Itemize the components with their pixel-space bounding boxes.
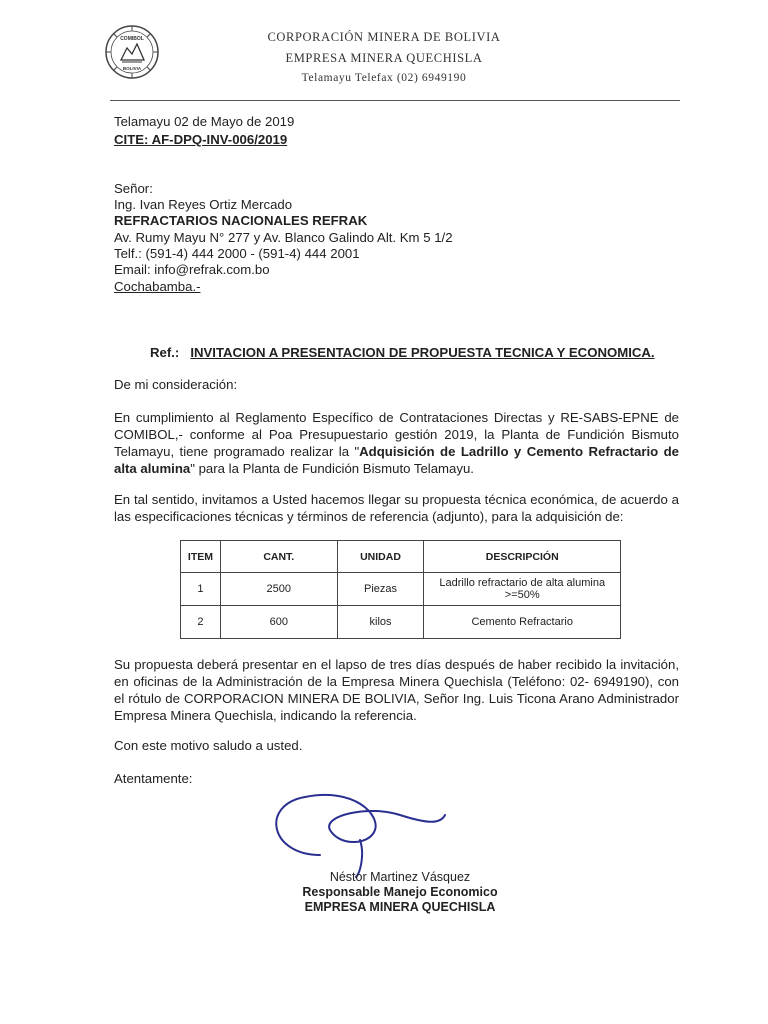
paragraph-1-text-b: " para la Planta de Fundición Bismuto Telamayu. bbox=[190, 461, 474, 476]
items-table bbox=[180, 540, 621, 639]
cite-reference: CITE: AF-DPQ-INV-006/2019 bbox=[114, 132, 288, 147]
recipient-city: Cochabamba.- bbox=[114, 279, 201, 294]
paragraph-1 bbox=[114, 409, 679, 477]
letterhead-line-2: EMPRESA MINERA QUECHISLA bbox=[285, 51, 483, 65]
date-line: Telamayu 02 de Mayo de 2019 bbox=[114, 114, 295, 129]
cell-cant: 2500 bbox=[220, 573, 337, 606]
closing-line: Con este motivo saludo a usted. bbox=[114, 738, 303, 753]
cell-item: 2 bbox=[181, 606, 221, 639]
signatory-name: Néstor Martinez Vásquez bbox=[329, 870, 471, 884]
greeting: De mi consideración: bbox=[114, 377, 238, 392]
paragraph-1-bold: Adquisición de Ladrillo y Cemento Refractario de alta alumina bbox=[114, 444, 679, 476]
table-row bbox=[181, 573, 621, 606]
table-header-row bbox=[181, 541, 621, 573]
header-item: ITEM bbox=[181, 541, 221, 573]
header-cant: CANT. bbox=[220, 541, 337, 573]
cell-descripcion: Ladrillo refractario de alta alumina >=50% bbox=[424, 573, 621, 606]
sign-off: Atentamente: bbox=[114, 771, 193, 786]
svg-text:COMIBOL: COMIBOL bbox=[120, 36, 144, 42]
header-unidad: UNIDAD bbox=[337, 541, 424, 573]
paragraph-2: En tal sentido, invitamos a Usted hacemos llegar su propuesta técnica económica, de acuerdo a las especificaciones técnicas y términos de referencia (adjunto), para la adquisición de: bbox=[114, 492, 679, 524]
header-divider bbox=[110, 100, 680, 101]
signatory-title: Responsable Manejo Economico bbox=[302, 885, 498, 899]
cell-cant: 600 bbox=[220, 606, 337, 639]
paragraph-3: Su propuesta deberá presentar en el lapso de tres días después de haber recibido la invitación, en oficinas de la Administración de la Empresa Minera Quechisla (Teléfono: 02- 6949190), con el rótulo de CORPORACION MINERA DE BOLIVIA, Señor Ing. Luis Ticona Arano Administrador Empresa Minera Quechisla, indicando la referencia. bbox=[114, 657, 679, 723]
signatory-organization: EMPRESA MINERA QUECHISLA bbox=[304, 900, 496, 914]
recipient-address: Av. Rumy Mayu N° 277 y Av. Blanco Galindo Alt. Km 5 1/2 bbox=[114, 230, 453, 245]
cell-item: 1 bbox=[181, 573, 221, 606]
recipient-salutation: Señor: bbox=[114, 181, 153, 196]
svg-text:BOLIVIA: BOLIVIA bbox=[122, 66, 142, 71]
cell-unidad: kilos bbox=[337, 606, 424, 639]
paragraph-1-text-a: En cumplimiento al Reglamento Específico de Contrataciones Directas y RE-SABS-EPNE de COMIBOL,- conforme al Poa Presupuestario gestión 2019, la Planta de Fundición Bismuto Telamayu, tiene programado realizar la " bbox=[114, 410, 679, 459]
recipient-phone: Telf.: (591-4) 444 2000 - (591-4) 444 2001 bbox=[114, 246, 360, 261]
recipient-email: Email: info@refrak.com.bo bbox=[114, 262, 270, 277]
cell-unidad: Piezas bbox=[337, 573, 424, 606]
letterhead-line-1: CORPORACIÓN MINERA DE BOLIVIA bbox=[267, 30, 501, 44]
cell-descripcion: Cemento Refractario bbox=[424, 606, 621, 639]
header-descripcion: DESCRIPCIÓN bbox=[424, 541, 621, 573]
recipient-company: REFRACTARIOS NACIONALES REFRAK bbox=[114, 213, 368, 228]
reference-line bbox=[150, 345, 655, 361]
letterhead-line-3: Telamayu Telefax (02) 6949190 bbox=[301, 72, 467, 84]
table-row bbox=[181, 606, 621, 639]
reference-label: Ref.: bbox=[150, 345, 180, 360]
handwritten-signature bbox=[260, 785, 450, 880]
recipient-name: Ing. Ivan Reyes Ortiz Mercado bbox=[114, 197, 293, 212]
reference-text: INVITACION A PRESENTACION DE PROPUESTA TECNICA Y ECONOMICA. bbox=[190, 345, 655, 360]
